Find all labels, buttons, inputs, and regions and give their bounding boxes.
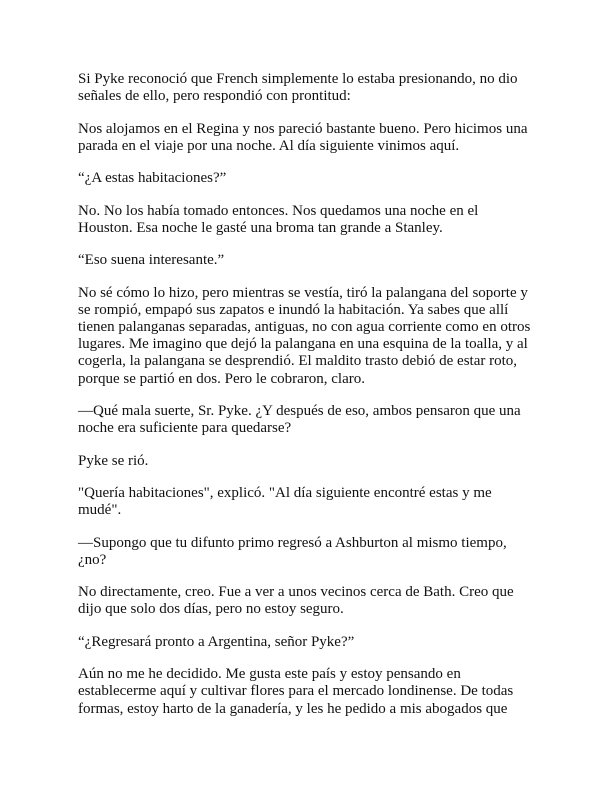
text-line: No directamente, creo. Fue a ver a unos vecinos cerca de Bath. Creo que (78, 584, 514, 601)
paragraph (78, 285, 538, 388)
paragraph (78, 666, 538, 718)
text-line: “¿Regresará pronto a Argentina, señor Pyke?” (78, 633, 355, 650)
paragraph (78, 203, 538, 237)
paragraph (78, 252, 538, 269)
text-line: ¿no? (78, 551, 107, 568)
text-line: se rompió, empapó sus zapatos e inundó la habitación. Ya sabes que allí (78, 301, 509, 318)
text-line: lugares. Me imagino que dejó la palangana en una esquina de la toalla, y al (78, 336, 528, 353)
text-line: establecerme aquí y cultivar flores para el mercado londinense. De todas (78, 683, 514, 700)
text-line: Houston. Esa noche le gasté una broma tan grande a Stanley. (78, 219, 443, 236)
paragraph (78, 485, 538, 519)
paragraph (78, 71, 538, 105)
text-line: —Supongo que tu difunto primo regresó a Ashburton al mismo tiempo, (78, 534, 507, 551)
text-line: señales de ello, pero respondió con prontitud: (78, 88, 351, 105)
paragraph (78, 535, 538, 569)
text-line: tienen palanganas separadas, antiguas, no con agua corriente como en otros (78, 318, 531, 335)
text-line: “¿A estas habitaciones?” (78, 170, 227, 187)
text-line: formas, estoy harto de la ganadería, y les he pedido a mis abogados que (78, 700, 508, 717)
text-line: No. No los había tomado entonces. Nos quedamos una noche en el (78, 202, 479, 219)
text-line: Si Pyke reconoció que French simplemente lo estaba presionando, no dio (78, 71, 518, 87)
text-line: Pyke se rió. (78, 452, 149, 469)
paragraph (78, 634, 538, 651)
text-line: mudé". (78, 502, 122, 519)
paragraph (78, 121, 538, 155)
text-line: cogerla, la palangana se desprendió. El maldito trasto debió de estar roto, (78, 353, 518, 370)
paragraph (78, 453, 538, 470)
text-line: —Qué mala suerte, Sr. Pyke. ¿Y después de eso, ambos pensaron que una (78, 402, 521, 419)
document-page (78, 71, 538, 733)
text-line: "Quería habitaciones", explicó. "Al día siguiente encontré estas y me (78, 484, 492, 501)
paragraph (78, 170, 538, 187)
paragraph (78, 584, 538, 618)
text-line: dijo que solo dos días, pero no estoy seguro. (78, 601, 344, 618)
text-line: Aún no me he decidido. Me gusta este país y estoy pensando en (78, 666, 461, 683)
text-line: porque se partió en dos. Pero le cobraron, claro. (78, 370, 365, 387)
paragraph (78, 403, 538, 437)
text-line: noche era suficiente para quedarse? (78, 420, 292, 437)
text-line: “Eso suena interesante.” (78, 252, 225, 269)
text-line: parada en el viaje por una noche. Al día siguiente vinimos aquí. (78, 137, 460, 154)
text-line: Nos alojamos en el Regina y nos pareció bastante bueno. Pero hicimos una (78, 120, 528, 137)
text-line: No sé cómo lo hizo, pero mientras se vestía, tiró la palangana del soporte y (78, 284, 528, 301)
